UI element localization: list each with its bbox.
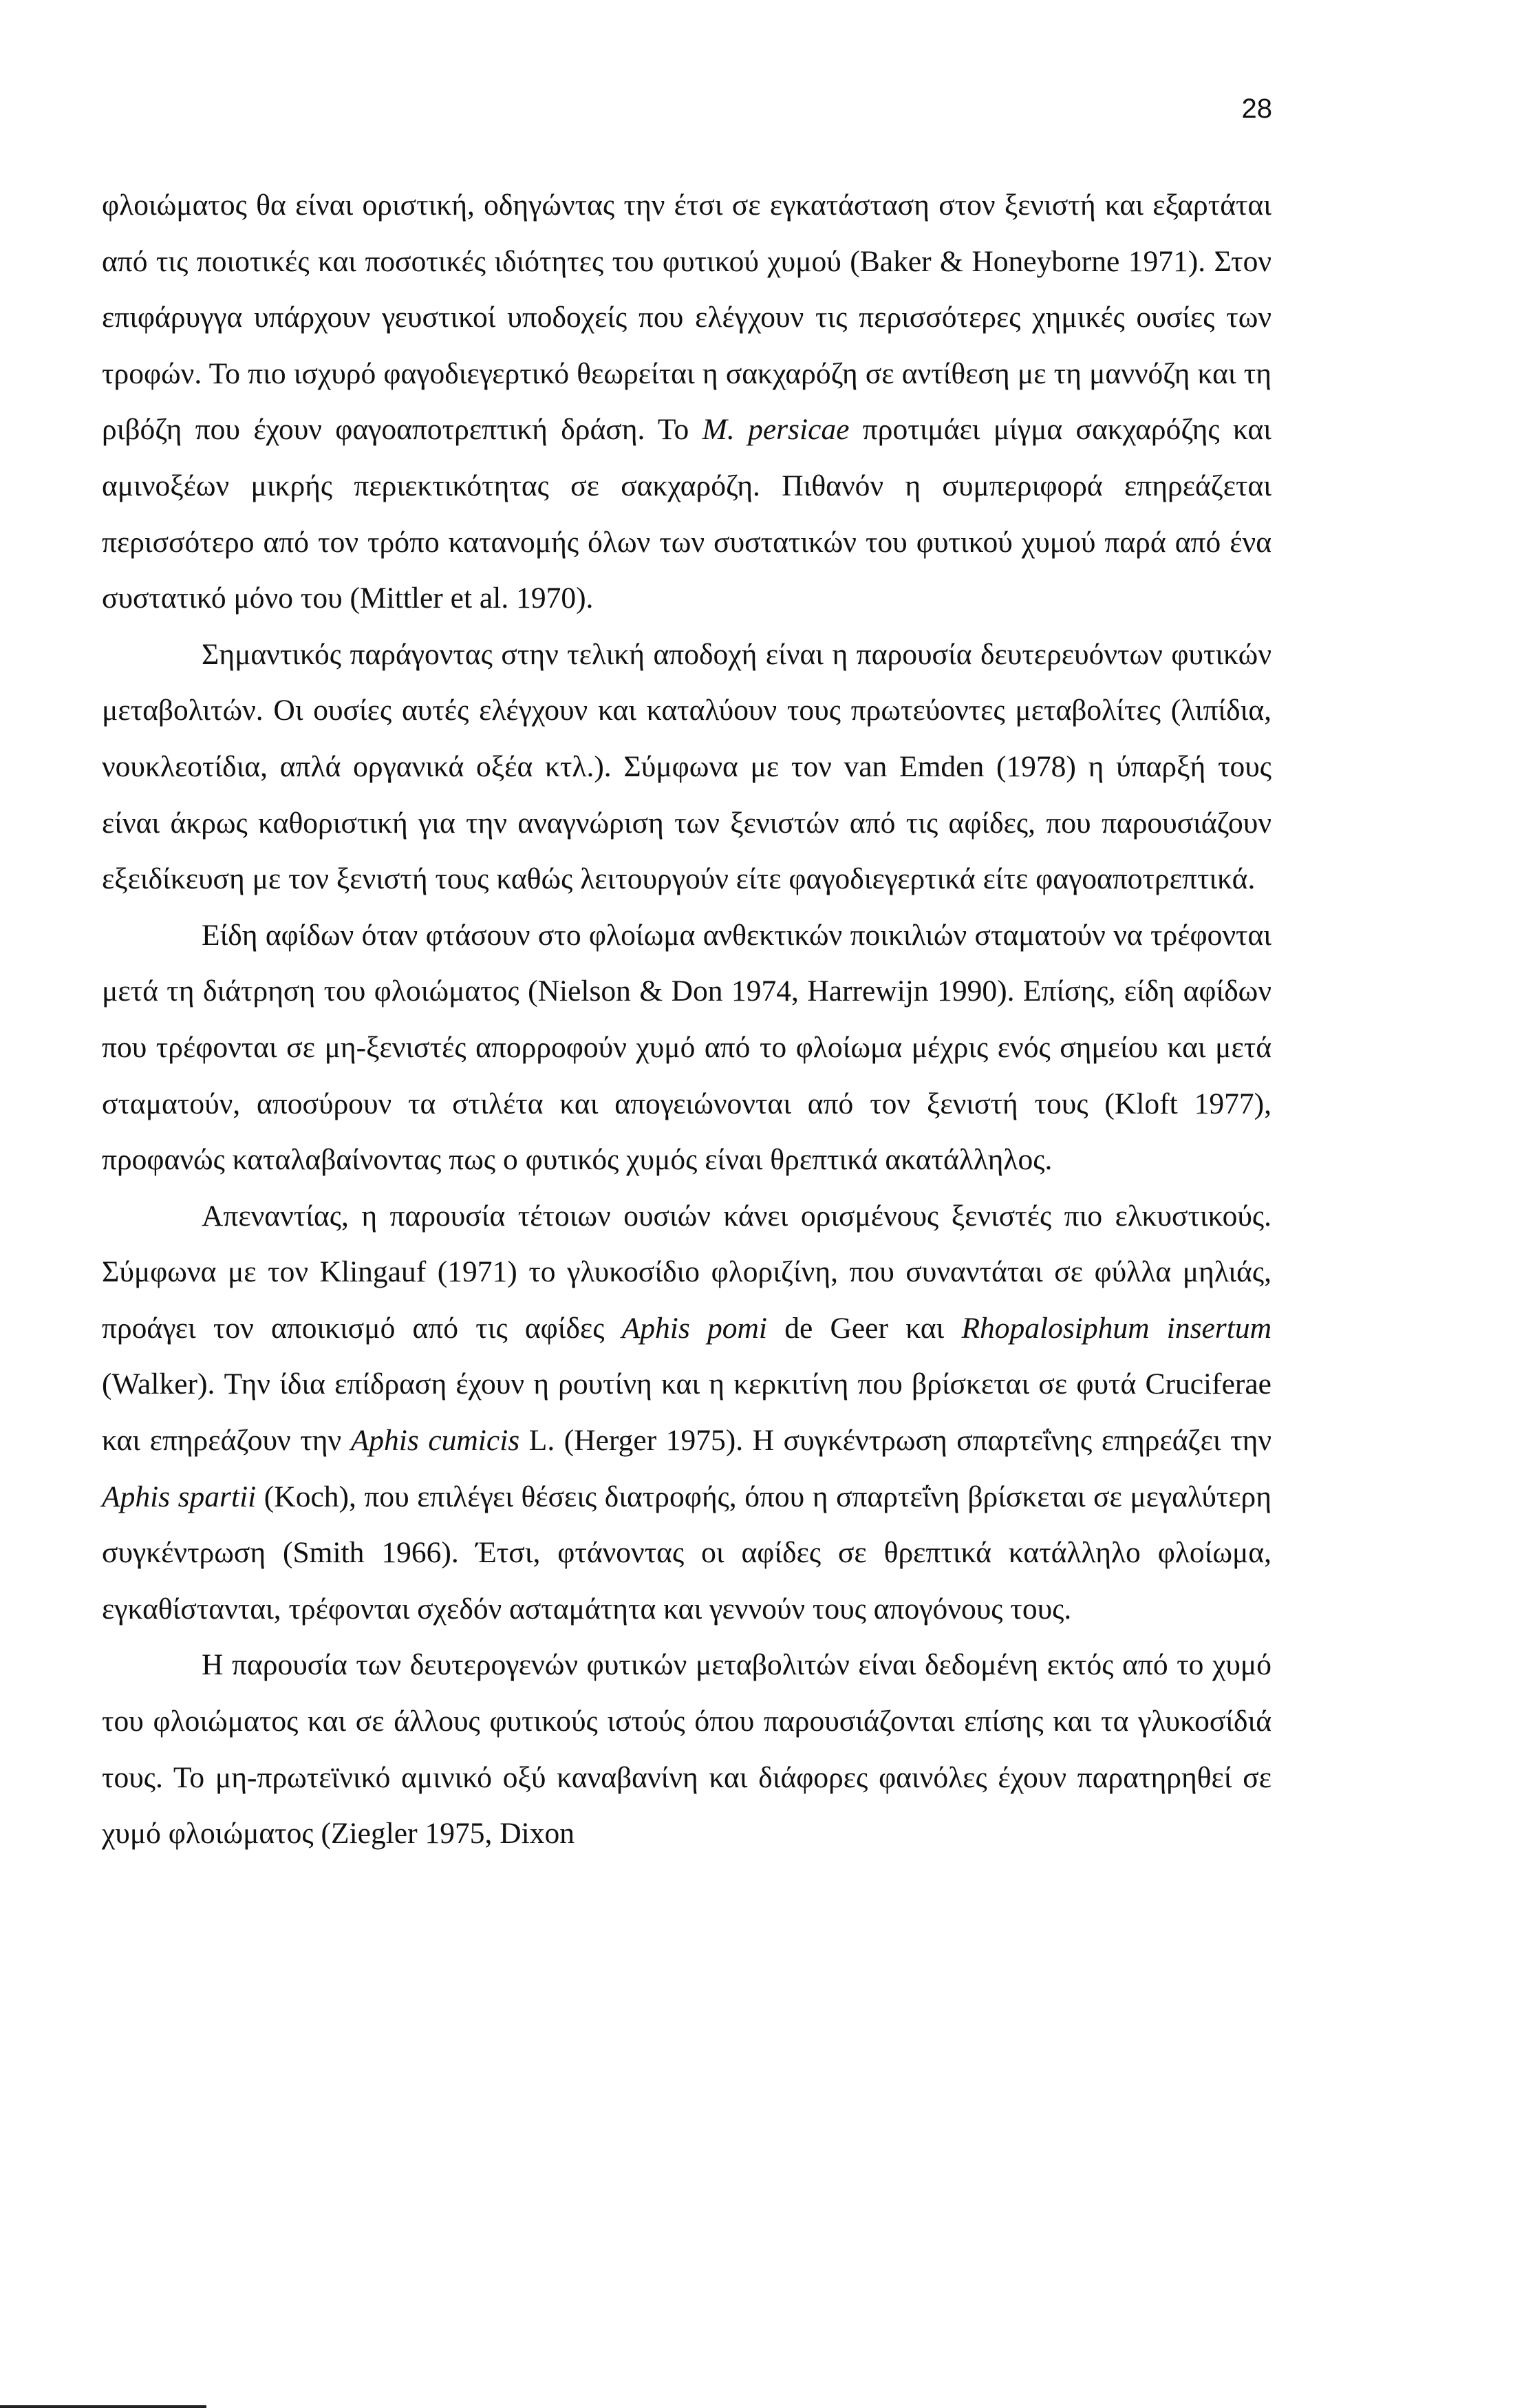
species-name: Rhopalosiphum insertum — [961, 1311, 1271, 1345]
footer-rule — [0, 2405, 206, 2408]
text-run: de Geer και — [766, 1311, 962, 1345]
paragraph-p1 — [102, 178, 1271, 627]
text-run: Η παρουσία των δευτερογενών φυτικών μεταβολιτών είναι δεδομένη εκτός από το χυμό του φλοιώματος και σε άλλους φυτικούς ιστούς όπου παρουσιάζονται επίσης και τα γλυκοσίδιά τους. Το μη-πρωτεϊνικό αμινικό οξύ καναβανίνη και διάφορες φαινόλες έχουν παρατηρηθεί σε χυμό φλοιώματος (Ziegler 1975, Dixon — [102, 1648, 1271, 1851]
paragraph-p4 — [102, 1189, 1271, 1638]
page-number: 28 — [1241, 94, 1272, 124]
text-run: Σημαντικός παράγοντας στην τελική αποδοχή είναι η παρουσία δευτερευόντων φυτικών μεταβολιτών. Οι ουσίες αυτές ελέγχουν και καταλύουν τους πρωτεύοντες μεταβολίτες (λιπίδια, νουκλεοτίδια, απλά οργανικά οξέα κτλ.). Σύμφωνα με τον van Emden (1978) η ύπαρξή τους είναι άκρως καθοριστική για την αναγνώριση των ξενιστών από τις αφίδες, που παρουσιάζουν εξειδίκευση με τον ξενιστή τους καθώς λειτουργούν είτε φαγοδιεγερτικά είτε φαγοαποτρεπτικά. — [102, 637, 1271, 896]
text-run: Είδη αφίδων όταν φτάσουν στο φλοίωμα ανθεκτικών ποικιλιών σταματούν να τρέφονται μετά τη διάτρηση του φλοιώματος (Nielson & Don 1974, Harrewijn 1990). Επίσης, είδη αφίδων που τρέφονται σε μη-ξενιστές απορροφούν χυμό από το φλοίωμα μέχρις ενός σημείου και μετά σταματούν, αποσύρουν τα στιλέτα και απογειώνονται από τον ξενιστή τους (Kloft 1977), προφανώς καταλαβαίνοντας πως ο φυτικός χυμός είναι θρεπτικά ακατάλληλος. — [102, 918, 1271, 1177]
species-name: Aphis spartii — [102, 1480, 257, 1513]
text-run: (Walker). Την ίδια επίδραση έχουν η ρουτίνη και η κερκιτίνη που βρίσκεται σε φυτά Cruciferae και επηρεάζουν την — [102, 1367, 1271, 1458]
paragraph-p5 — [102, 1637, 1271, 1862]
text-run: L. (Herger 1975). Η συγκέντρωση σπαρτεΐνης επηρεάζει την — [519, 1424, 1271, 1458]
body-text — [102, 178, 1271, 1862]
text-run: φλοιώματος θα είναι οριστική, οδηγώντας την έτσι σε εγκατάσταση στον ξενιστή και εξαρτάται από τις ποιοτικές και ποσοτικές ιδιότητες του φυτικού χυμού (Baker & Honeyborne 1971). Στον επιφάρυγγα υπάρχουν γευστικοί υποδοχείς που ελέγχουν τις περισσότερες χημικές ουσίες των τροφών. Το πιο ισχυρό φαγοδιεγερτικό θεωρείται η σακχαρόζη σε αντίθεση με τη μαννόζη και τη ριβόζη που έχουν φαγοαποτρεπτική δράση. Το — [102, 189, 1271, 447]
species-name: Aphis pomi — [621, 1311, 767, 1345]
species-name: Aphis cumicis — [350, 1424, 520, 1458]
species-name: M. persicae — [702, 413, 850, 447]
text-run: προτιμάει μίγμα σακχαρόζης και αμινοξέων μικρής περιεκτικότητας σε σακχαρόζη. Πιθανόν η συμπεριφορά επηρεάζεται περισσότερο από τον τρόπο κατανομής όλων των συστατικών του φυτικού χυμού παρά από ένα συστατικό μόνο του (Mittler et al. 1970). — [102, 413, 1271, 615]
paragraph-p3 — [102, 908, 1271, 1189]
text-run: (Koch), που επιλέγει θέσεις διατροφής, όπου η σπαρτεΐνη βρίσκεται σε μεγαλύτερη συγκέντρωση (Smith 1966). Έτσι, φτάνοντας οι αφίδες σε θρεπτικά κατάλληλο φλοίωμα, εγκαθίστανται, τρέφονται σχεδόν ασταμάτητα και γεννούν τους απογόνους τους. — [102, 1480, 1271, 1626]
text-run: Απεναντίας, η παρουσία τέτοιων ουσιών κάνει ορισμένους ξενιστές πιο ελκυστικούς. Σύμφωνα με τον Klingauf (1971) το γλυκοσίδιο φλοριζίνη, που συναντάται σε φύλλα μηλιάς, προάγει τον αποικισμό από τις αφίδες — [102, 1199, 1271, 1345]
paragraph-p2 — [102, 627, 1271, 908]
